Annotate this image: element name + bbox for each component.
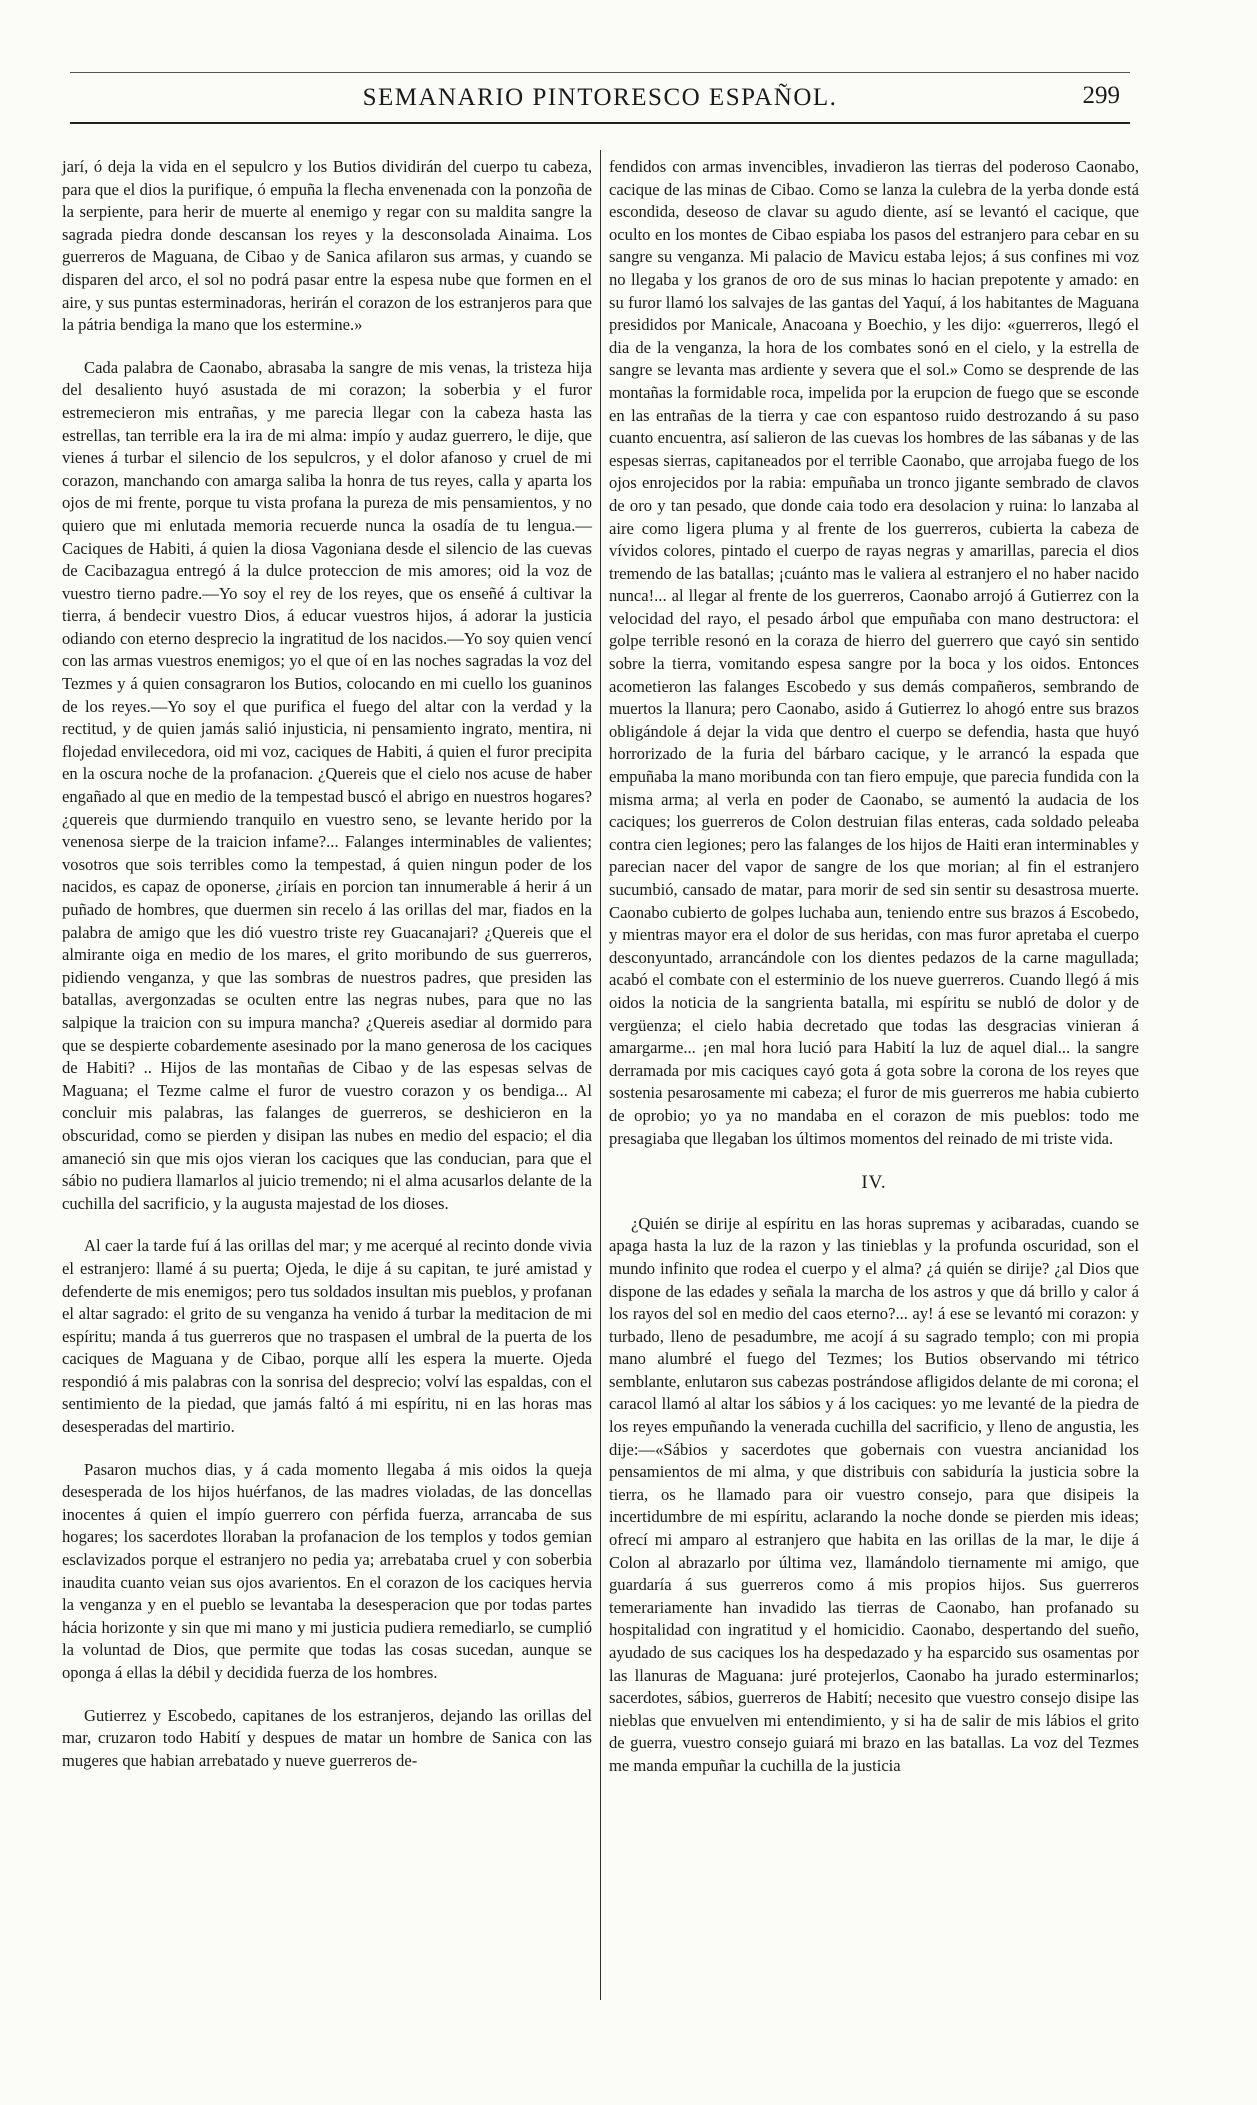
paragraph: Cada palabra de Caonabo, abrasaba la sangre de mis venas, la tristeza hija del desaliento huyó asustada de mi corazon; la soberbia y el furor estremecieron mis entrañas, y me parecia llegar con la cabeza hasta las estrellas, tan terrible era la ira de mi alma: impío y audaz guerrero, le dije, que vienes á turbar el silencio de los sepulcros, y el dolor afanoso y cruel de mi corazon, manchando con amarga saliba la honra de tus reyes, calla y aparta los ojos de mi frente, porque tu vista profana la pureza de mis pensamientos, y no quiero que mi enlutada memoria recuerde nunca la osadía de tu lengua.—Caciques de Habiti, á quien la diosa Vagoniana desde el silencio de las cuevas de Cacibazagua entregó á la dulce proteccion de mis amores; oid la voz de vuestro tierno padre.—Yo soy el rey de los reyes, que os enseñé á cultivar la tierra, á bendecir vuestro Dios, á educar vuestros hijos, á adorar la justicia odiando con eterno desprecio la ingratitud de los nacidos.—Yo soy quien vencí con las armas vuestros enemigos; yo el que oí en las noches sagradas la voz del Tezmes y á quien consagraron los Butios, colocando en mi cuello los guaninos de los reyes.—Yo soy el que purifica el fuego del altar con la verdad y la rectitud, y de quien jamás salió injusticia, ni pensamiento ingrato, mentira, ni flojedad envilecedora, oid mi voz, caciques de Habiti, á quien el furor precipita en la oscura noche de la profanacion. ¿Quereis que el cielo nos acuse de haber engañado al que en medio de la tempestad buscó el abrigo en nuestros hogares? ¿quereis que durmiendo tranquilo en vuestro seno, se levante herido por la venenosa sierpe de la traicion infame?... Falanges interminables de valientes; vosotros que sois terribles como la tempestad, á quien ningun poder de los nacidos, es capaz de oponerse, ¿iríais en porcion tan innumerable á herir á un puñado de hombres, que duermen sin recelo á las orillas del mar, fiados en la palabra de amigo que les dió vuestro triste rey Guacanajari? ¿Quereis que el almirante oiga en medio de los mares, el grito moribundo de sus guerreros, pidiendo venganza, y que las sombras de nuestros padres, que presiden las batallas, avergonzadas se oculten entre las negras nubes, para que no las salpique la traicion con su impura mancha? ¿Quereis asediar al dormido para que se despierte cobardemente asesinado por la mano generosa de los caciques de Habiti? .. Hijos de las montañas de Cibao y de las espesas selvas de Maguana; el Tezme calme el furor de vuestro corazon y os bendiga... Al concluir mis palabras, las falanges de guerreros, se deshicieron en la obscuridad, como se pierden y disipan las nubes en medio del espacio; el dia amaneció sin que mis ojos vieran los caciques que las conducian, para que el sábio no pudiera llamarlos al juicio tremendo; ni el alma acusarlos delante de la cuchilla del sacrificio, y la augusta majestad de los dioses. bbox=[62, 357, 592, 1213]
paragraph: Gutierrez y Escobedo, capitanes de los estranjeros, dejando las orillas del mar, cruzaron todo Habití y despues de matar un hombre de Sanica con las mugeres que habian arrebatado y nueve guerreros de- bbox=[62, 1705, 592, 1770]
left-column bbox=[62, 156, 592, 1772]
paragraph: fendidos con armas invencibles, invadieron las tierras del poderoso Caonabo, cacique de las minas de Cibao. Como se lanza la culebra de la yerba donde está escondida, deseoso de clavar su agudo diente, así se levantó el cacique, que oculto en los montes de Cibao espiaba los pasos del estranjero para cebar en su sangre su venganza. Mi palacio de Mavicu estaba lejos; á sus confines mi voz no llegaba y los granos de oro de sus minas lo hacian prepotente y amado: en su furor llamó los salvajes de las gantas del Yaquí, á los habitantes de Maguana presididos por Manicale, Anacoana y Boechio, y les dijo: «guerreros, llegó el dia de la venganza, la hora de los combates sonó en el cielo, y la estrella de sangre se levanta mas ardiente y severa que el sol.» Como se desprende de las montañas la formidable roca, impelida por la erupcion de fuego que se esconde en las entrañas de la tierra y cae con espantoso ruido destrozando á su paso cuanto encuentra, así salieron de las cuevas los hombres de las sábanas y de las espesas sierras, capitaneados por el terrible Caonabo, que arrojaba fuego de los ojos enrojecidos por la rabia: empuñaba un tronco jigante sembrado de clavos de oro y tan pesado, que donde caia todo era desolacion y ruina: lo lanzaba al aire como ligera pluma y al frente de los guerreros, cubierta la cabeza de vívidos colores, pintado el cuerpo de rayas negras y amarillas, parecia el dios tremendo de las batallas; ¡cuánto mas le valiera al estranjero el no haber nacido nunca!... al llegar al frente de los guerreros, Caonabo arrojó á Gutierrez con la velocidad del rayo, el pesado árbol que empuñaba con mano destructora: el golpe terrible resonó en la coraza de hierro del guerrero que cayó sin sentido sobre la tierra, vomitando espesa sangre por la boca y los oidos. Entonces acometieron las falanges Escobedo y sus demás compañeros, sembrando de muertos la llanura; pero Caonabo, asido á Gutierrez lo ahogó entre sus brazos obligándole á dejar la vida que dentro el cuerpo se defendia, hasta que huyó horrorizado de la furia del bárbaro cacique, y le arrancó la espada que empuñaba la mano moribunda con tan fiero empuje, que parecia fundida con la misma arma; al verla en poder de Caonabo, se aumentó la audacia de los caciques; los guerreros de Colon destruian filas enteras, cada soldado peleaba contra cien legiones; pero las falanges de los hijos de Haiti eran interminables y parecian nacer del vapor de sangre de los que morian; al fin el estranjero sucumbió, cansado de matar, para morir de sed sin sentir su desastrosa muerte. Caonabo cubierto de golpes luchaba aun, teniendo entre sus brazos á Escobedo, y mientras mayor era el dolor de sus heridas, con mas furor apretaba el cuerpo desconyuntado, arrancándole con los dientes pedazos de la carne magullada; acabó el combate con el esterminio de los nueve guerreros. Cuando llegó á mis oidos la noticia de la sangrienta batalla, mi espíritu se nubló de dolor y de vergüenza; el cielo habia decretado que todas las desgracias vinieran á amargarme... ¡en mal hora lució para Habití la luz de aquel dial... la sangre derramada por mis caciques cayó gota á gota sobre la corona de los reyes que sostenia pesarosamente mi cabeza; el furor de mis guerreros me habia cubierto de oprobio; yo ya no mandaba en el corazon de mis pueblos: todo me presagiaba que llegaban los últimos momentos del reinado de mi triste vida. bbox=[609, 157, 1139, 1148]
paragraph: Pasaron muchos dias, y á cada momento llegaba á mis oidos la queja desesperada de los hijos huérfanos, de las madres violadas, de las doncellas inocentes á quien el impío guerrero con pérfida fuerza, arrancaba de sus hogares; los sacerdotes lloraban la profanacion de los templos y todos gemian esclavizados porque el estranjero no pedia ya; arrebataba cruel y con soberbia inaudita cuanto veian sus ojos avarientos. En el corazon de los caciques hervia la venganza y en el pueblo se levantaba la desesperacion que por todas partes hácia horizonte y sin que mi mano y mi justicia pudiera remediarlo, se cumplió la voluntad de Dios, que permite que todas las cosas sucedan, aunque se oponga á ellas la débil y decidida fuerza de los hombres. bbox=[62, 1459, 592, 1682]
publication-title: SEMANARIO PINTORESCO ESPAÑOL. bbox=[362, 84, 838, 111]
section-heading: IV. bbox=[861, 1172, 887, 1194]
paragraph: ¿Quién se dirije al espíritu en las horas supremas y acibaradas, cuando se apaga hasta la luz de la razon y las tinieblas y la profunda oscuridad, son el mundo infinito que rodea el cuerpo y el alma? ¿á quién se dirije? ¿al Dios que dispone de las edades y señala la marcha de los astros y que dá brillo y calor á los rayos del sol en medio del caos eterno?... ay! á ese se levantó mi corazon: y turbado, lleno de pesadumbre, me acojí á su sagrado templo; con mi propia mano alumbré el fuego del Tezmes; los Butios observando mi tétrico semblante, enlutaron sus cabezas postrándose afligidos delante de mi corona; el caracol llamó al altar los sábios y á los caciques: yo me levanté de la piedra de los reyes empuñando la venerada cuchilla del sacrificio, y lleno de angustia, les dije:—«Sábios y sacerdotes que gobernais con vuestra ancianidad los pensamientos de mi alma, y que distribuis con sabiduría la justicia sobre la tierra, os he llamado para oir vuestro consejo, para que disipeis la incertidumbre de mi espíritu, aclarando la noche donde se pierden mis ideas; ofrecí mi amparo al estranjero que habita en las orillas de la mar, le dije á Colon al abrazarlo por última vez, llamándolo tiernamente mi amigo, que guardaría á sus guerreros como á mis propios hijos. Sus guerreros temerariamente han invadido las tierras de Caonabo, han profanado su hospitalidad con ingratitud y el homicidio. Caonabo, despertando del sueño, ayudado de sus caciques los ha despedazado y ha esparcido sus osamentas por las llanuras de Maguana: juré protejerlos, Caonabo ha jurado esterminarlos; sacerdotes, sábios, guerreros de Habití; necesito que vuestro consejo disipe las nieblas que envuelven mi entendimiento, y si ha de salir de mis lábios el grito de guerra, vuestro consejo guiará mi brazo en las batallas. La voz del Tezmes me manda empuñar la cuchilla de la justicia bbox=[609, 1213, 1139, 1775]
paragraph: Al caer la tarde fuí á las orillas del mar; y me acerqué al recinto donde vivia el estranjero: llamé á su puerta; Ojeda, le dije á su capitan, te juré amistad y defenderte de mis enemigos; pero tus soldados insultan mis pueblos, y profanan el altar sagrado: el grito de su venganza ha venido á turbar la meditacion de mi espíritu; manda á tus guerreros que no traspasen el umbral de la puerta de los caciques de Maguana y de Cibao, porque allí les espera la muerte. Ojeda respondió á mis palabras con la sonrisa del desprecio; volví las espaldas, con el sentimiento de la piedad, que jamás faltó á mi espíritu, ni en las horas mas desesperadas del martirio. bbox=[62, 1236, 592, 1437]
column-divider bbox=[600, 150, 601, 2000]
page-number: 299 bbox=[1082, 82, 1120, 109]
paragraph: jarí, ó deja la vida en el sepulcro y los Butios dividirán del cuerpo tu cabeza, para que el dios la purifique, ó empuña la flecha envenenada con la ponzoña de la serpiente, para herir de muerte al enemigo y regar con su maldita sangre la sagrada piedra donde descansan los reyes y la desconsolada Ainaima. Los guerreros de Maguana, de Cibao y de Sanica afilaron sus armas, y cuando se disparen del arco, el sol no podrá pasar entre la espesa nube que formen en el aire, y sus puntas esterminadoras, herirán el corazon de los estranjeros para que la pátria bendiga la mano que los estermine.» bbox=[62, 157, 592, 335]
header-rule-bottom bbox=[70, 122, 1130, 124]
page-header bbox=[70, 66, 1130, 126]
right-column bbox=[609, 156, 1139, 1778]
header-rule-top bbox=[70, 72, 1130, 73]
